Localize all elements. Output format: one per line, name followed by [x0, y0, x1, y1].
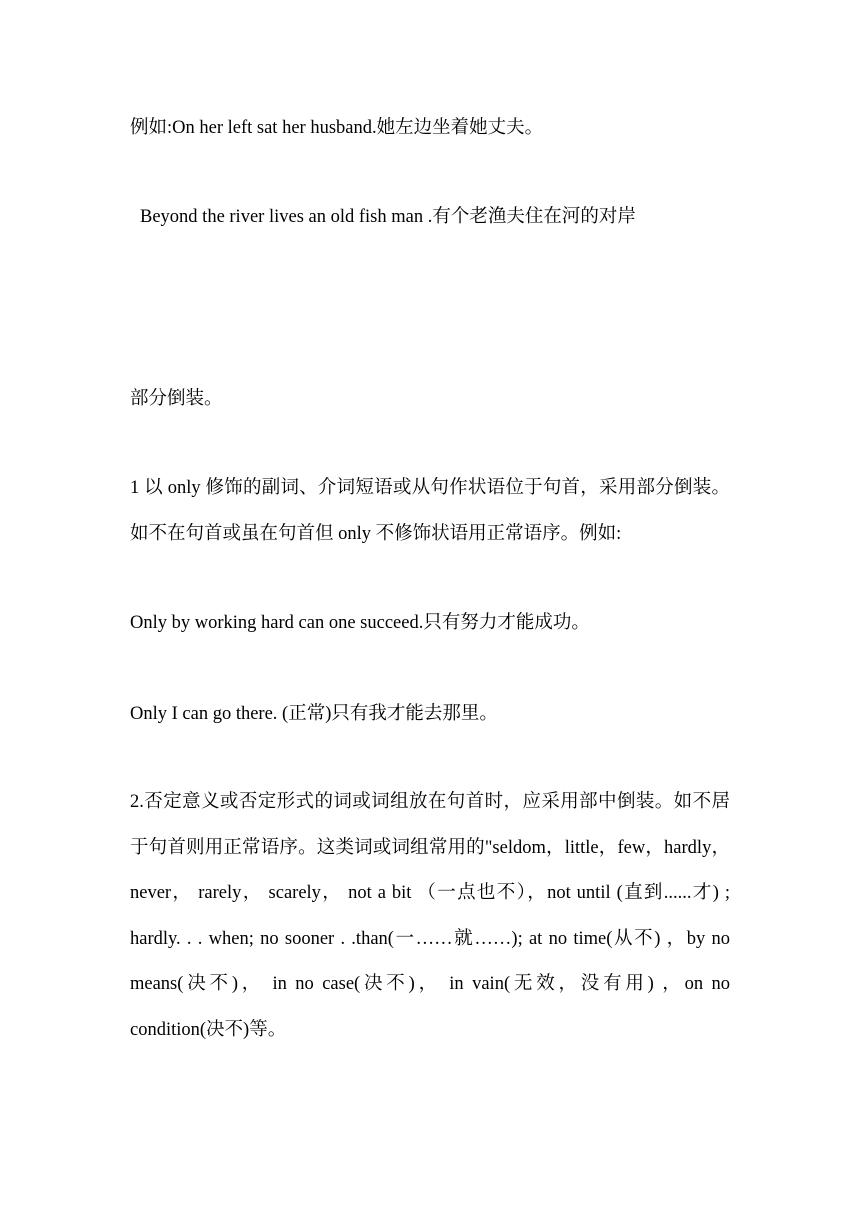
- example-only-i-line: Only I can go there. (正常)只有我才能去那里。: [130, 704, 498, 724]
- rule-1-paragraph: 1 以 only 修饰的副词、介词短语或从句作状语位于句首，采用部分倒装。如不在句首或虽在句首但 only 不修饰状语用正常语序。例如:: [130, 478, 730, 544]
- rule-2-paragraph: 2.否定意义或否定形式的词或词组放在句首时，应采用部中倒装。如不居于句首则用正常语序。这类词或词组常用的"seldom，little，few，hardly， never， rarely， scarely， not a bit （一点也不），not until (直到......才) ; hardly. . . when; no sooner . .than(一……就……); at no time(从不) ，by no means(决不)， in no case(决不)， in vain(无效，没有用) ，on no condition(决不)等。: [130, 792, 730, 1040]
- partial-inversion-heading: 部分倒装。: [130, 389, 223, 409]
- example-only-hard-line: Only by working hard can one succeed.只有努力才能成功。: [130, 613, 590, 633]
- example-beyond-line: Beyond the river lives an old fish man .有个老渔夫住在河的对岸: [140, 207, 636, 227]
- example-intro-line: 例如:On her left sat her husband.她左边坐着她丈夫。: [130, 118, 544, 138]
